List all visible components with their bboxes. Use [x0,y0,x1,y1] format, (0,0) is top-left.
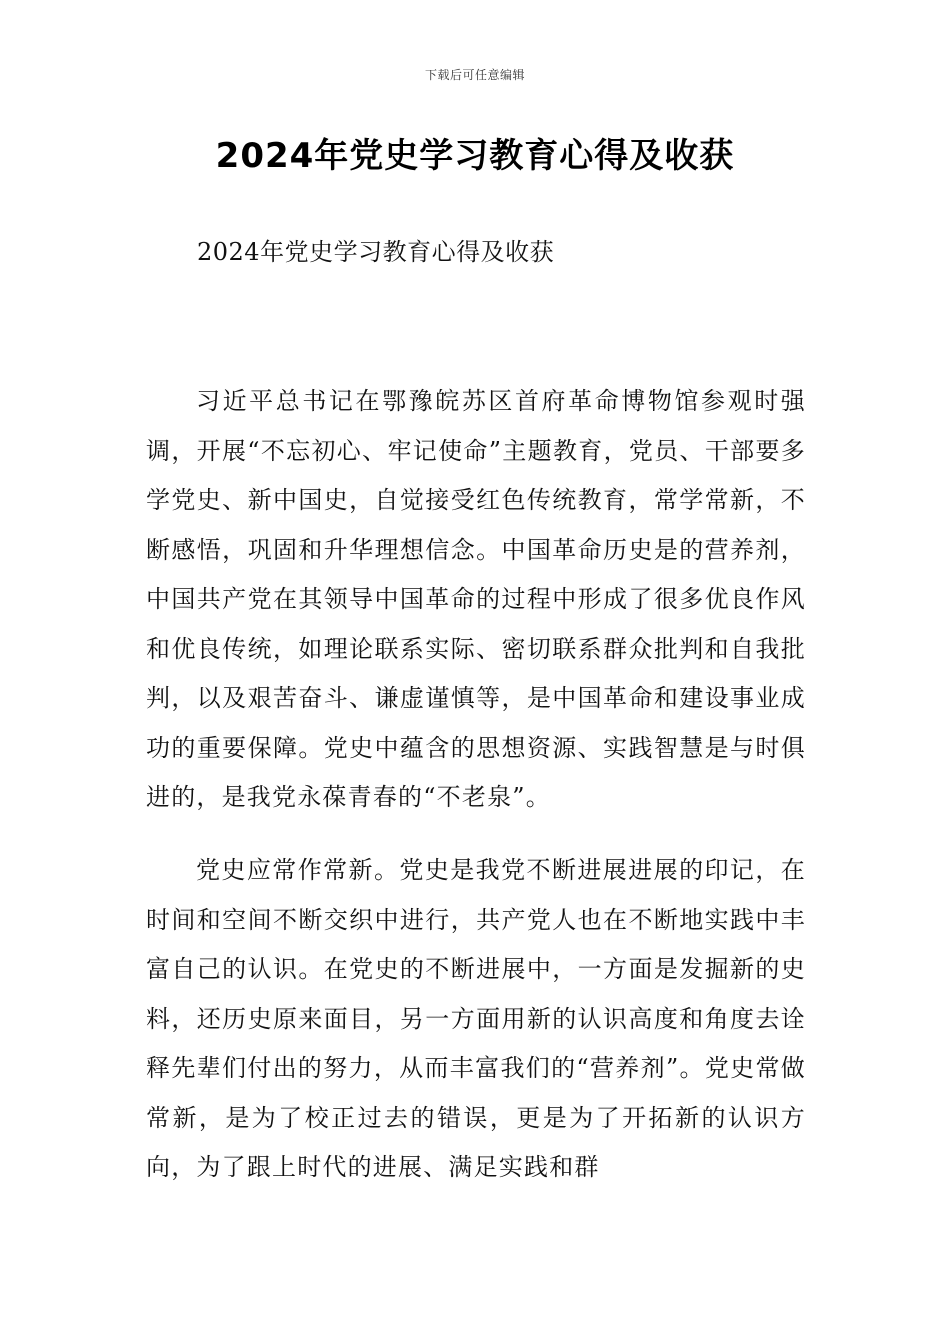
body-paragraph-1: 习近平总书记在鄂豫皖苏区首府革命博物馆参观时强调，开展“不忘初心、牢记使命”主题教育，党员、干部要多学党史、新中国史，自觉接受红色传统教育，常学常新，不断感悟，巩固和升华理想信念。中国革命历史是的营养剂，中国共产党在其领导中国革命的过程中形成了很多优良作风和优良传统，如理论联系实际、密切联系群众批判和自我批判，以及艰苦奋斗、谦虚谨慎等，是中国革命和建设事业成功的重要保障。党史中蕴含的思想资源、实践智慧是与时俱进的，是我党永葆青春的“不老泉”。 [146,387,806,811]
document-subtitle: 2024年党史学习教育心得及收获 [197,238,555,266]
header-note: 下载后可任意编辑 [424,68,525,82]
body-paragraph-2: 党史应常作常新。党史是我党不断进展进展的印记，在时间和空间不断交织中进行，共产党人也在不断地实践中丰富自己的认识。在党史的不断进展中，一方面是发掘新的史料，还历史原来面目，另一方面用新的认识高度和角度去诠释先辈们付出的努力，从而丰富我们的“营养剂”。党史常做常新，是为了校正过去的错误，更是为了开拓新的认识方向，为了跟上时代的进展、满足实践和群 [146,856,806,1181]
document-title: 2024年党史学习教育心得及收获 [215,136,735,176]
